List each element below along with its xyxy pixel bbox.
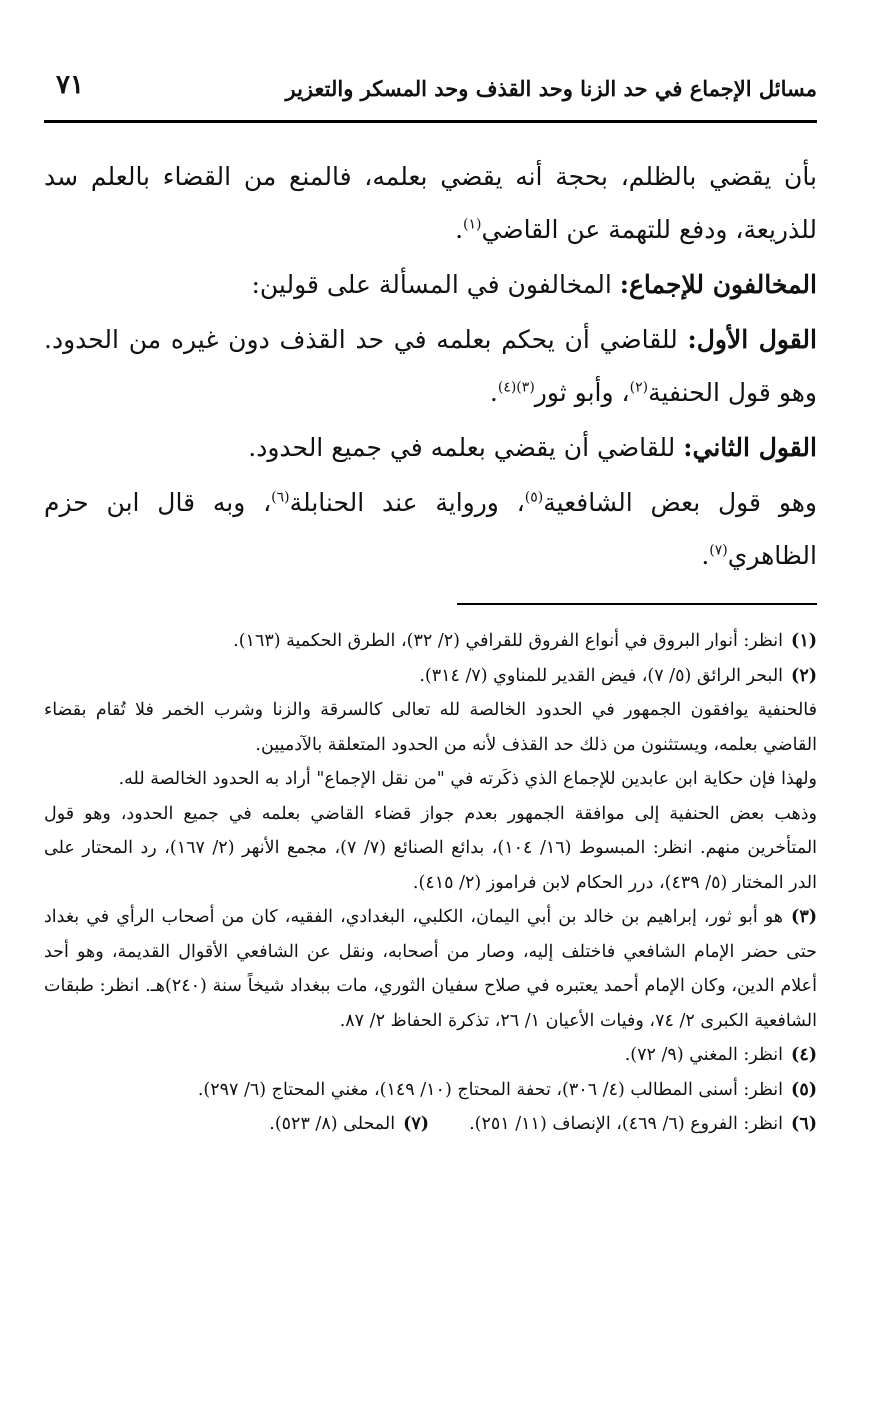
- footnote-ref: (٧): [709, 542, 728, 559]
- footnote-2-para-b: ولهذا فإن حكاية ابن عابدين للإجماع الذي ذكَرته في "من نقل الإجماع" أراد به الحدود الخالصة لله.: [118, 769, 817, 789]
- paragraph-opponents: المخالفون للإجماع: المخالفون في المسألة على قولين:: [251, 270, 817, 299]
- first-opinion-heading: القول الأول:: [687, 325, 817, 354]
- opponents-heading: المخالفون للإجماع:: [619, 270, 817, 299]
- chapter-title: مسائل الإجماع في حد الزنا وحد القذف وحد المسكر والتعزير: [285, 76, 817, 101]
- footnote-ref: (١): [463, 216, 482, 233]
- footnote-ref: (٣)(٤): [497, 379, 535, 396]
- main-text: [44, 150, 817, 582]
- footnote-divider: [457, 603, 817, 605]
- footnotes: [44, 624, 817, 1142]
- footnotes-6-7: [44, 1107, 817, 1142]
- footnote-ref: (٥): [524, 489, 544, 506]
- footnote-2: (٢)البحر الرائق (٥/ ٧)، فيض القدير للمناوي (٧/ ٣١٤).: [419, 665, 817, 686]
- footnote-2-para-c: وذهب بعض الحنفية إلى موافقة الجمهور بعدم جواز قضاء القاضي بعلمه في جميع الحدود، وهو قول المتأخرين منهم. انظر: المبسوط (١٦/ ١٠٤)، بدائع الصنائع (٧/ ٧)، مجمع الأنهر (٢/ ١٦٧)، رد المحتار على الدر المختار (٥/ ٤٣٩)، درر الحكام لابن فراموز (٢/ ٤١٥).: [44, 803, 818, 893]
- footnote-7: (٧)المحلى (٨/ ٥٢٣).: [269, 1114, 430, 1134]
- footnote-3: (٣)هو أبو ثور، إبراهيم بن خالد بن أبي اليمان، الكلبي، البغدادي، الفقيه، كان من أصحاب الرأي في بغداد حتى حضر الإمام الشافعي فاختلف إليه، وصار من أصحابه، ونقل عن الشافعي الأقوال القديمة، وهو أحد أعلام الدين، وكان الإمام أحمد يعتبره في صلاح سفيان الثوري، مات ببغداد شيخاً سنة (٢٤٠)هـ. انظر: طبقات الشافعية الكبرى ٢/ ٧٤، وفيات الأعيان ١/ ٢٦، تذكرة الحفاظ ٢/ ٨٧.: [44, 907, 817, 1031]
- paragraph-second-opinion-holders: وهو قول بعض الشافعية$^{(٥)}$، ورواية عند الحنابلة$^{(٦)}$، وبه قال ابن حزم الظاهري$^{(٧)}$.: [44, 488, 817, 570]
- page-number: ٧١: [56, 70, 84, 100]
- footnote-4: (٤)انظر: المغني (٩/ ٧٢).: [624, 1045, 817, 1065]
- second-opinion-heading: القول الثاني:: [683, 433, 817, 462]
- footnote-5: (٥)انظر: أسنى المطالب (٤/ ٣٠٦)، تحفة المحتاج (١٠/ ١٤٩)، مغني المحتاج (٦/ ٢٩٧).: [197, 1079, 817, 1100]
- paragraph-second-opinion: القول الثاني: للقاضي أن يقضي بعلمه في جميع الحدود.: [248, 433, 817, 462]
- running-header: [44, 58, 817, 118]
- header-divider: [44, 120, 817, 123]
- paragraph-first-opinion: القول الأول: للقاضي أن يحكم بعلمه في حد القذف دون غيره من الحدود. وهو قول الحنفية$^{(٢)}$، وأبو ثور$^{(٣)(٤)}$.: [44, 325, 817, 407]
- footnote-1: (١)انظر: أنوار البروق في أنواع الفروق للقرافي (٢/ ٣٢)، الطرق الحكمية (١٦٣).: [233, 631, 817, 651]
- footnote-ref: (٢): [629, 379, 649, 396]
- paragraph-1: بأن يقضي بالظلم، بحجة أنه يقضي بعلمه، فالمنع من القضاء بالعلم سد للذريعة، ودفع للتهمة عن القاضي$^{(١)}$.: [44, 162, 817, 244]
- footnote-6: (٦)انظر: الفروع (٦/ ٤٦٩)، الإنصاف (١١/ ٢٥١).: [469, 1114, 817, 1134]
- footnote-ref: (٦): [271, 489, 290, 506]
- footnote-2-para-a: فالحنفية يوافقون الجمهور في الحدود الخالصة لله تعالى كالسرقة والزنا وشرب الخمر فلا تُقام بقضاء القاضي بعلمه، ويستثنون من ذلك حد القذف لأنه من الحدود المتعلقة بالآدميين.: [44, 700, 817, 755]
